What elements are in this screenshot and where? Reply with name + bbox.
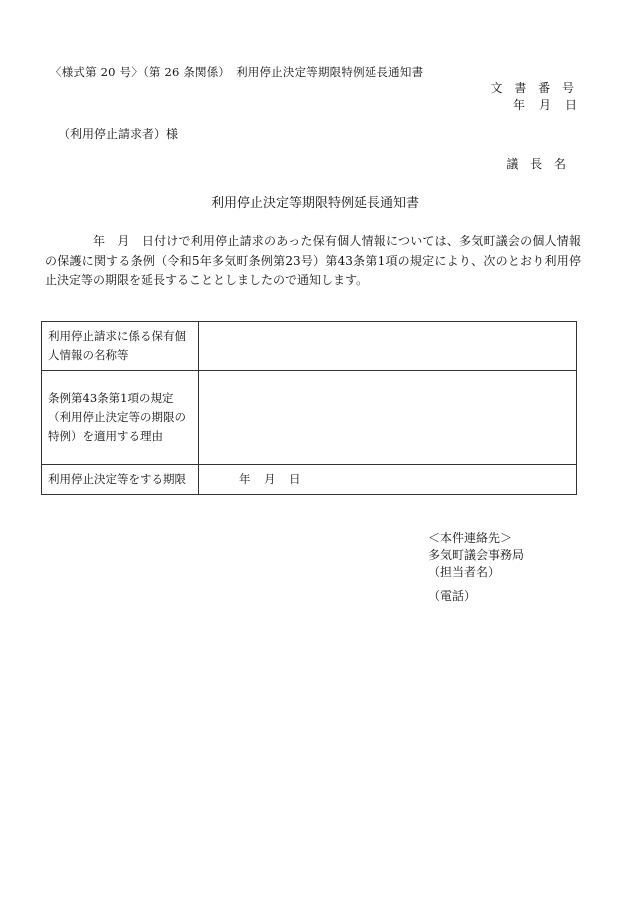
sender-name: 議 長 名: [506, 157, 570, 171]
form-number: 〈様式第 20 号〉（第 26 条関係） 利用停止決定等期限特例延長通知書: [50, 65, 424, 79]
table-row: [42, 322, 577, 371]
contact-person: （担当者名）: [428, 565, 501, 579]
document-title: 利用停止決定等期限特例延長通知書: [210, 196, 419, 211]
contact-phone: （電話）: [428, 589, 477, 603]
deadline-date: 年 月 日: [239, 472, 302, 486]
table-row: [42, 371, 577, 465]
notice-body: 年 月 日付けで利用停止請求のあった保有個人情報については、多気町議会の個人情報の保護に関する条例（令和5年多気町条例第23号）第43条第1項の規定により、次のとおり利用停止決定等の期限を延長することとしましたので通知します。: [45, 234, 581, 287]
table-value-deadline-cell: [199, 465, 577, 495]
table-label-info-name: 利用停止請求に係る保有個人情報の名称等: [42, 322, 199, 371]
table-label-reason: 条例第43条第1項の規定（利用停止決定等の期限の特例）を適用する理由: [42, 371, 199, 465]
table-label-deadline: 利用停止決定等をする期限: [42, 465, 199, 495]
contact-block: [428, 530, 524, 605]
addressee: （利用停止請求者）様: [58, 127, 179, 141]
table-value-reason: [199, 371, 577, 465]
document-date: 年 月 日: [512, 98, 578, 112]
contact-office: 多気町議会事務局: [428, 548, 525, 562]
info-table: [41, 321, 577, 495]
document-number: 文 書 番 号: [490, 81, 578, 95]
table-row: [42, 465, 577, 495]
contact-heading: ＜本件連絡先＞: [428, 531, 513, 545]
table-value-info-name: [199, 322, 577, 371]
